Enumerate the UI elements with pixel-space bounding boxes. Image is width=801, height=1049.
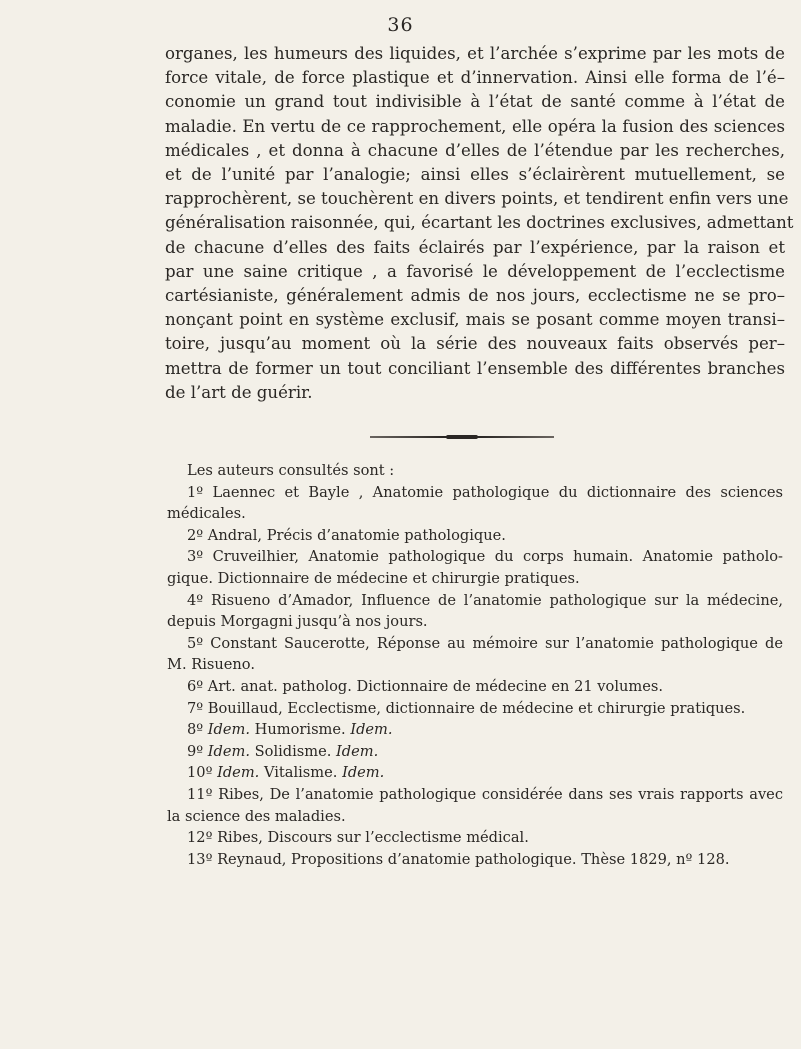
reference-title: Vitalisme. — [263, 764, 338, 782]
reference-line: 3º Cruveilhier, Anatomie pathologique du corps humain. Anatomie patholo- — [187, 548, 783, 566]
reference-line: 4º Risueno d’Amador, Influence de l’anatomie pathologique sur la médecine, — [187, 591, 783, 609]
reference-line: la science des maladies. — [167, 807, 346, 825]
reference-line: 2º Andral, Précis d’anatomie pathologique. — [187, 526, 506, 544]
reference-line: 6º Art. anat. patholog. Dictionnaire de médecine en 21 volumes. — [187, 677, 663, 695]
reference-idem: Idem. — [336, 742, 379, 760]
reference-idem: Idem. — [207, 742, 251, 760]
reference-line: médicales. — [167, 505, 246, 523]
references-intro: Les auteurs consultés sont : — [187, 462, 395, 479]
text-line: généralisation raisonnée, qui, écartant les doctrines exclusives, admettant — [165, 213, 794, 233]
reference-line: depuis Morgagni jusqu’à nos jours. — [167, 613, 428, 631]
text-line: rapprochèrent, se touchèrent en divers points, et tendirent enfin vers une — [165, 189, 789, 209]
reference-line: 5º Constant Saucerotte, Réponse au mémoire sur l’anatomie pathologique de — [187, 634, 783, 652]
text-line: nonçant point en système exclusif, mais se posant comme moyen transi– — [165, 310, 785, 330]
reference-line: 7º Bouillaud, Ecclectisme, dictionnaire de médecine et chirurgie pratiques. — [187, 699, 746, 717]
reference-line: 1º Laennec et Bayle , Anatomie pathologique du dictionnaire des sciences — [187, 483, 783, 501]
text-line: de chacune d’elles des faits éclairés par l’expérience, par la raison et — [165, 237, 785, 257]
text-line: mettra de former un tout conciliant l’ensemble des différentes branches — [165, 358, 785, 378]
text-line: cartésianiste, généralement admis de nos jours, ecclectisme ne se pro– — [165, 286, 785, 306]
reference-title: Solidisme. — [254, 742, 332, 760]
reference-number: 8º — [187, 721, 204, 739]
text-line: par une saine critique , a favorisé le développement de l’ecclectisme — [165, 261, 785, 281]
text-line: conomie un grand tout indivisible à l’état de santé comme à l’état de — [165, 92, 785, 112]
section-divider — [370, 436, 554, 438]
reference-line — [167, 741, 783, 763]
references-list — [167, 460, 783, 870]
reference-line — [167, 719, 783, 741]
reference-idem: Idem. — [207, 721, 251, 739]
reference-idem: Idem. — [342, 764, 385, 782]
body-paragraph — [165, 42, 794, 405]
text-line: toire, jusqu’au moment où la série des nouveaux faits observés per– — [165, 334, 785, 354]
text-line: maladie. En vertu de ce rapprochement, elle opéra la fusion des sciences — [165, 116, 785, 136]
reference-line — [167, 762, 783, 784]
reference-line: M. Risueno. — [167, 656, 255, 674]
text-line: de l’art de guérir. — [165, 382, 313, 402]
reference-title: Humorisme. — [254, 721, 346, 739]
text-line: force vitale, de force plastique et d’innervation. Ainsi elle forma de l’é– — [165, 68, 785, 88]
page-number: 36 — [387, 14, 414, 36]
reference-line: gique. Dictionnaire de médecine et chirurgie pratiques. — [167, 569, 580, 587]
reference-idem: Idem. — [217, 764, 260, 782]
reference-number: 10º — [187, 764, 213, 782]
reference-number: 9º — [187, 742, 204, 760]
reference-line: 12º Ribes, Discours sur l’ecclectisme médical. — [187, 829, 529, 847]
text-line: et de l’unité par l’analogie; ainsi elles s’éclairèrent mutuellement, se — [165, 165, 785, 185]
reference-idem: Idem. — [350, 721, 393, 739]
text-line: organes, les humeurs des liquides, et l’archée s’exprime par les mots de — [165, 44, 785, 63]
text-line: médicales , et donna à chacune d’elles de l’étendue par les recherches, — [165, 140, 785, 160]
reference-line: 13º Reynaud, Propositions d’anatomie pathologique. Thèse 1829, nº 128. — [187, 850, 730, 868]
reference-line: 11º Ribes, De l’anatomie pathologique considérée dans ses vrais rapports avec — [187, 785, 783, 803]
